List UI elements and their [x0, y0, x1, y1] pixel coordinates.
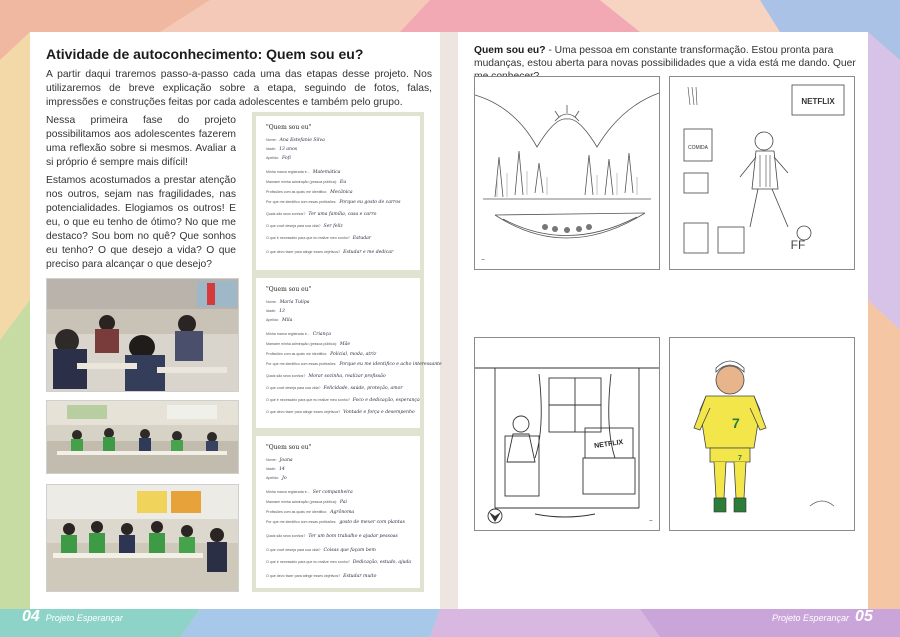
footer-left — [22, 608, 129, 630]
questionnaire-sheet — [256, 116, 420, 270]
form-line: O que devo fazer para atingir esses objetivos? Estudar muito — [266, 574, 377, 579]
questionnaire-sheet — [256, 278, 442, 428]
questionnaire-card-1 — [252, 112, 424, 274]
form-line: Apelido: Mila — [266, 318, 293, 323]
body-paragraph-2: Estamos acostumados a prestar atenção nos outros, sejam nas fragilidades, nas potencialidades. Elogiamos os outros! E eu, o que eu tenho de ótimo? No que me destaco? Sou bom no quê? Que sonhos eu tenho? O que desejo a vida? O que preciso para alcançar o que desejo? — [46, 175, 236, 270]
caption-heading: Quem sou eu? — [474, 45, 546, 56]
form-line: O que você deseja para sua vida? Felicidade, saúde, proteção, amor — [266, 386, 403, 391]
form-line: Mamaee minha admiração (pessoa pública): Pai — [266, 500, 348, 505]
drawing-room-tv — [474, 337, 660, 531]
shorts-number: 7 — [738, 455, 742, 462]
form-line: Mamaee minha admiração (pessoa pública): Mãe — [266, 342, 351, 347]
form-line: Profissões com as quais me identifico: Mecânica — [266, 190, 353, 195]
body-paragraph-1: Nessa primeira fase do projeto possibilitamos aos adolescentes fazerem uma reflexão sobre si mesmos. Avaliar a si próprio é sempre mais difícil! — [46, 115, 236, 168]
project-name-left: Projeto Esperançar — [45, 613, 123, 623]
form-line: Quais são seus sonhos? Ter uma família, casa e carro — [266, 212, 377, 217]
intro-paragraph: A partir daqui traremos passo-a-passo cada uma das etapas desse projeto. Nos utilizaremos de breve explicação sobre a etapa, seguindo de fotos, falas, impressões e construções feitas por cada adolescentes e também pelo grupo. — [46, 69, 432, 108]
drawing-landscape-hammock — [474, 76, 660, 270]
questionnaire-card-3 — [252, 432, 424, 592]
questionnaire-card-2 — [252, 274, 442, 432]
classroom-photo-2 — [46, 400, 239, 474]
right-page — [458, 32, 868, 609]
form-line: Idade: 14 — [266, 467, 285, 472]
artist-signature: ~ — [481, 257, 486, 263]
drawing-soccer-player — [669, 337, 855, 531]
page-number-left: 04 — [22, 608, 40, 625]
form-line: Quais são seus sonhos? Morar sozinha, realizar profissão — [266, 374, 386, 379]
page-title: Atividade de autoconhecimento: Quem sou eu? — [46, 46, 364, 62]
form-line: O que devo fazer para atingir esses objetivos? Estudar e me dedicar — [266, 250, 394, 255]
form-line: Quais são seus sonhos? Ter um bom trabalho e ajudar pessoas — [266, 534, 398, 539]
form-line: Idade: 13 anos — [266, 147, 298, 152]
form-line: O que é necessário para que eu realize meu sonho? Estudar — [266, 236, 372, 241]
page-number-right: 05 — [855, 608, 873, 625]
form-line: Nome: Joana — [266, 458, 293, 463]
questionnaire-title: "Quem sou eu" — [266, 124, 312, 131]
form-line: Apelido: Jo — [266, 476, 287, 481]
artist-signature: ~ — [648, 518, 653, 524]
form-line: Por que me identifico com essas profissões: Porque eu gosto de carros — [266, 200, 401, 205]
form-line: O que você deseja para sua vida? Coisas que façam bem — [266, 548, 376, 553]
form-line: O que você deseja para sua vida? Ser feliz — [266, 224, 343, 229]
form-line: Nome: Ana Estefanie Silva — [266, 138, 325, 143]
form-line: O que é necessário para que eu realize meu sonho? Dedicação, estudo, ajuda — [266, 560, 412, 565]
netflix-tv-text: NETFLIX — [593, 439, 624, 451]
caption-text: - Uma pessoa em constante transformação. Estou pronta para mudanças, estou aberta para novas possibilidades que a vida está me dando. Quer — [474, 45, 856, 69]
form-line: Idade: 13 — [266, 309, 285, 314]
comida-text: COMIDA — [688, 145, 708, 151]
classroom-photo-1 — [46, 278, 239, 392]
ff-text: FF — [790, 238, 806, 252]
classroom-photo-3 — [46, 484, 239, 592]
form-line: Minha marca registrada é... Matemática — [266, 170, 341, 175]
form-line: Apelido: Fofi — [266, 156, 291, 161]
form-line: O que devo fazer para atingir esses objetivos? Vontade e força e desempenho — [266, 410, 415, 415]
form-line: Profissões com as quais me identifico: Agrônoma — [266, 510, 355, 515]
form-line: Por que me identifico com essas profissões: Porque eu me identifico e acho interessante — [266, 362, 442, 367]
form-line: Nome: Maria Tulipa — [266, 300, 310, 305]
form-line: Minha marca registrada é... Criança — [266, 332, 331, 337]
questionnaire-title: "Quem sou eu" — [266, 286, 312, 293]
questionnaire-sheet — [256, 436, 420, 588]
form-line: Minha marca registrada é... Ser companheira — [266, 490, 353, 495]
jersey-number: 7 — [732, 415, 740, 431]
form-line: Mamaee minha admiração (pessoa pública): Eu — [266, 180, 347, 185]
left-page — [30, 32, 440, 609]
footer-right — [766, 608, 873, 630]
form-line: O que é necessário para que eu realize meu sonho? Foco e dedicação, esperança — [266, 398, 420, 403]
project-name-right: Projeto Esperançar — [772, 613, 850, 623]
netflix-text: NETFLIX — [801, 97, 835, 106]
form-line: Por que me identifico com essas profissões: gosto de mexer com plantas — [266, 520, 405, 525]
questionnaire-title: "Quem sou eu" — [266, 444, 312, 451]
form-line: Profissões com as quais me identifico: Policial, moda, atriz — [266, 352, 377, 357]
drawing-netflix-soccer — [669, 76, 855, 270]
